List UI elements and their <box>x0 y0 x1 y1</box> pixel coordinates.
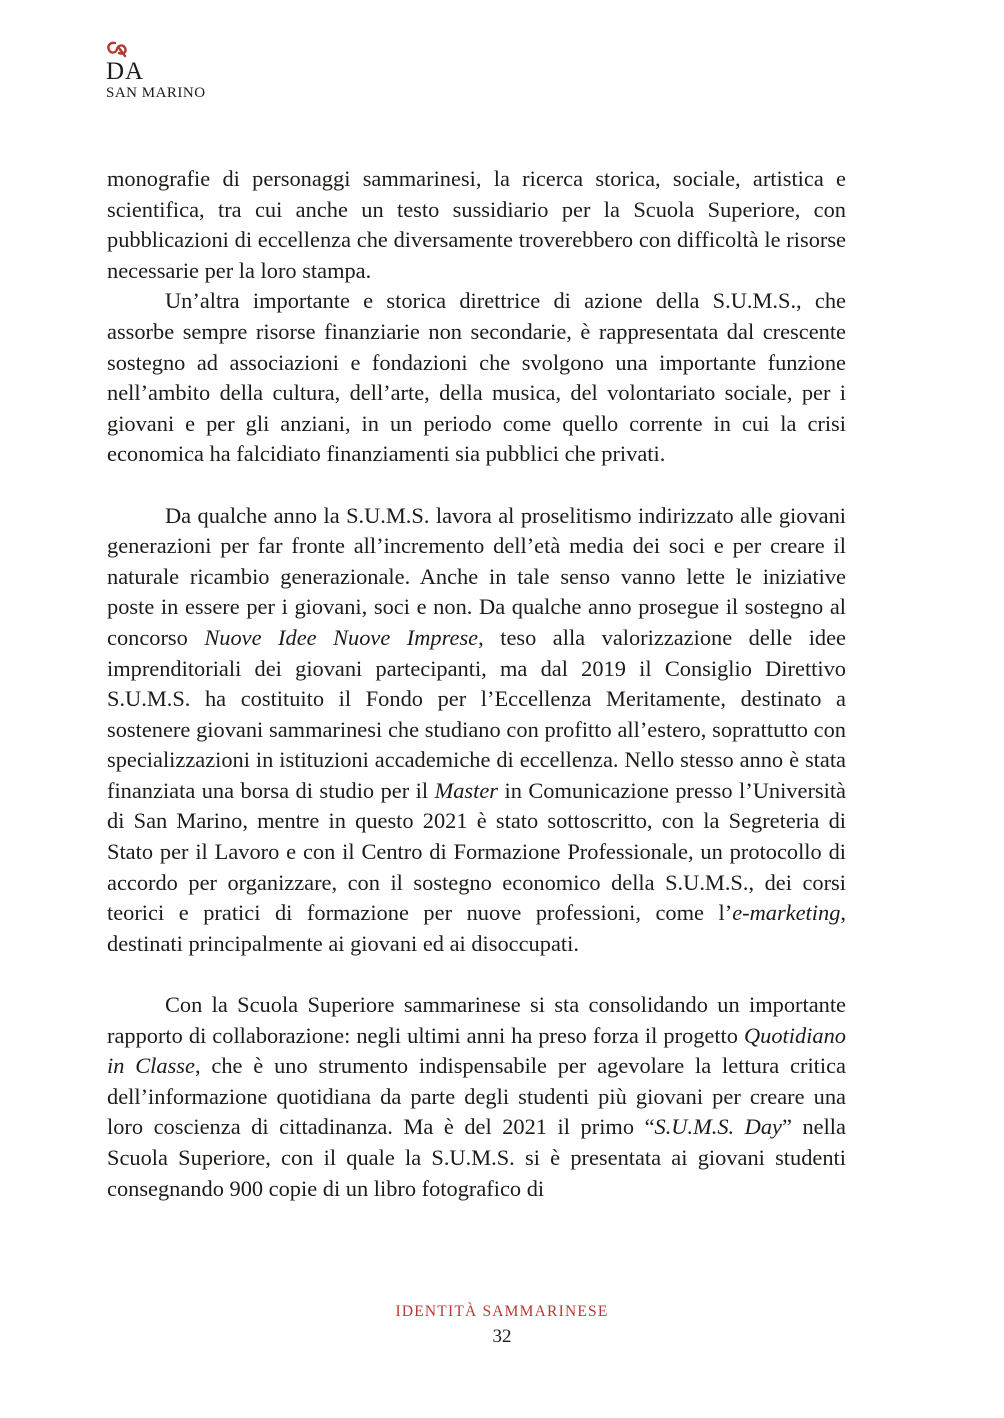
footer-title: IDENTITÀ SAMMARINESE <box>395 1303 609 1320</box>
page-number: 32 <box>492 1326 512 1347</box>
italic-e-marketing: e-marketing <box>732 900 841 926</box>
text-segment: in Comunicazione presso l’Università di San Marino, mentre in questo 2021 è stato sottoscritto, con la Segreteria di Stato per il Lavoro e con il Centro di Formazione Professionale, un protocollo di accordo per organizzare, con il sostegno economico della S.U.M.S., dei corsi teorici e pratici di formazione per nuove professioni, come l’ <box>107 777 846 926</box>
text-segment: monografie di personaggi sammarinesi, la ricerca storica, sociale, artistica e scientifica, tra cui anche un testo sussidiario per la Scuola Superiore, con pubblicazioni di eccellenza che diversamente troverebbero con difficoltà le risorse necessarie per la loro stampa. <box>107 166 846 283</box>
text-segment: , destinati principalmente ai giovani ed ai disoccupati. <box>107 900 846 956</box>
paragraph-2 <box>107 286 846 470</box>
paragraph-3 <box>107 501 846 960</box>
text-segment: , teso alla valorizzazione delle idee imprenditoriali dei giovani partecipanti, ma dal 2019 il Consiglio Direttivo S.U.M.S. ha costituito il Fondo per l’Eccellenza Meritamente, destinato a sostenere giovani sammarinesi che studiano con profitto all’estero, soprattutto con specializzazioni in istituzioni accademiche di eccellenza. Nello stesso anno è stata finanziata una borsa di studio per il <box>107 624 846 803</box>
paragraph-1 <box>107 164 846 286</box>
italic-quotidiano-in-classe: Quotidiano in Classe <box>107 1022 846 1079</box>
text-segment: ” nella Scuola Superiore, con il quale la S.U.M.S. si è presentata ai giovani studenti consegnando 900 copie di un libro fotografico di <box>107 1114 846 1201</box>
italic-title-nuove-idee: Nuove Idee Nuove Imprese <box>204 624 479 650</box>
text-segment: Da qualche anno la S.U.M.S. lavora al proselitismo indirizzato alle giovani generazioni per far fronte all’incremento dell’età media dei soci e per creare il naturale ricambio generazionale. Anche in tale senso vanno lette le iniziative poste in essere per i giovani, soci e non. Da qualche anno prosegue il sostegno al concorso <box>107 502 846 650</box>
text-segment: Con la Scuola Superiore sammarinese si sta consolidando un importante rapporto di collaborazione: negli ultimi anni ha preso forza il progetto <box>107 992 846 1048</box>
text-segment: Un’altra importante e storica direttrice di azione della S.U.M.S., che assorbe sempre risorse finanziarie non secondarie, è rappresentata dal crescente sostegno ad associazioni e fondazioni che svolgono una importante funzione nell’ambito della cultura, dell’arte, della musica, del volontariato sociale, per i giovani e per gli anziani, in un periodo come quello corrente in cui la crisi economica ha falcidiato finanziamenti sia pubblici che privati. <box>107 288 846 467</box>
paragraph-4 <box>107 990 846 1204</box>
italic-master: Master <box>434 777 499 803</box>
text-segment: , che è uno strumento indispensabile per agevolare la lettura critica dell’informazione quotidiana da parte degli studenti più giovani per creare una loro coscienza di cittadinanza. Ma è del 2021 il primo “ <box>107 1053 846 1140</box>
page-footer <box>0 1302 1004 1349</box>
page-header <box>106 40 206 102</box>
italic-sums-day: S.U.M.S. Day <box>654 1114 782 1140</box>
header-title: DA <box>106 58 145 85</box>
red-seal-logo-icon <box>106 40 128 58</box>
header-subtitle: SAN MARINO <box>106 85 206 101</box>
body-text <box>107 164 846 1204</box>
